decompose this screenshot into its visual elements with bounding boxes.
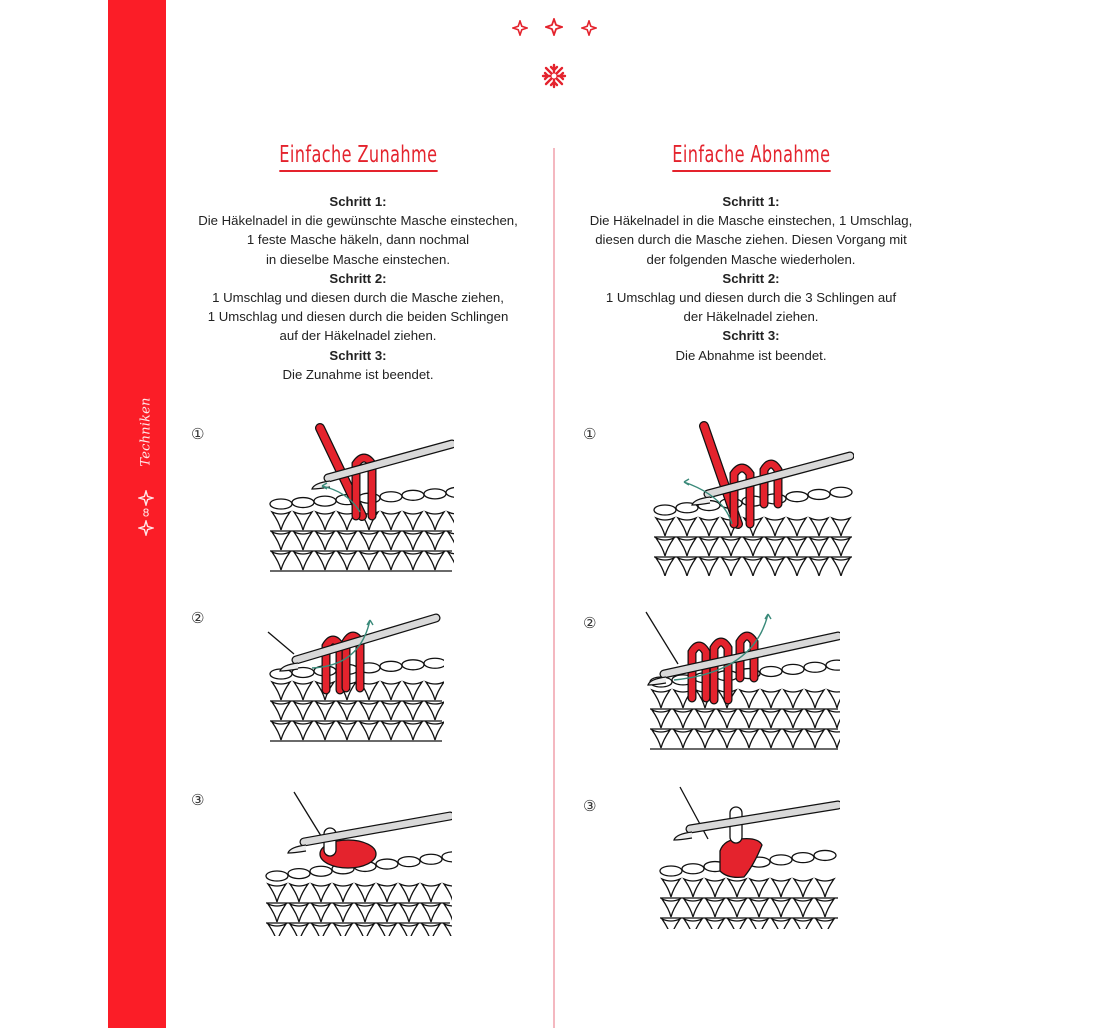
- v-stitch: [312, 924, 330, 936]
- increase-column: [180, 140, 536, 384]
- v-stitch: [338, 722, 356, 740]
- v-stitch: [360, 702, 378, 720]
- chain-stitch: [808, 489, 830, 499]
- v-stitch: [294, 552, 312, 570]
- side-band: [108, 0, 166, 1028]
- v-stitch: [448, 512, 454, 530]
- step-text: Die Abnahme ist beendet.: [675, 347, 827, 363]
- yarn-strand: [268, 632, 294, 654]
- v-stitch: [806, 690, 824, 708]
- figure-number: ②: [583, 614, 597, 632]
- step-text: Die Häkelnadel in die gewünschte Masche einstechen,: [198, 213, 518, 229]
- v-stitch: [422, 904, 440, 922]
- v-stitch: [316, 552, 334, 570]
- v-stitch: [662, 899, 680, 917]
- sparkle-icon: [138, 520, 154, 536]
- v-stitch: [784, 710, 802, 728]
- v-stitch: [426, 682, 444, 700]
- crochet-hook: [296, 618, 436, 660]
- sparkle-icon: [545, 18, 563, 36]
- v-stitch: [762, 690, 780, 708]
- snowflake-icon: [541, 63, 567, 89]
- v-stitch: [706, 919, 724, 929]
- chain-stitch: [770, 855, 792, 865]
- v-stitch: [334, 904, 352, 922]
- step-heading: Schritt 2:: [722, 270, 780, 286]
- step-heading: Schritt 1:: [722, 194, 780, 209]
- v-stitch: [678, 538, 696, 556]
- instructions: [572, 192, 930, 365]
- v-stitch: [272, 512, 290, 530]
- step-text: Die Zunahme ist beendet.: [282, 366, 434, 382]
- crochet-hook: [690, 805, 838, 829]
- step-text: der Häkelnadel ziehen.: [683, 309, 819, 325]
- sparkle-icon: [138, 490, 154, 506]
- v-stitch: [268, 904, 286, 922]
- decrease-step-1-illustration: [652, 420, 854, 576]
- v-stitch: [360, 552, 378, 570]
- v-stitch: [290, 904, 308, 922]
- v-stitch: [762, 730, 780, 748]
- v-stitch: [728, 879, 746, 897]
- increase-step-2-illustration: [266, 608, 444, 742]
- v-stitch: [338, 532, 356, 550]
- v-stitch: [334, 884, 352, 902]
- section-label: Techniken: [138, 397, 154, 467]
- v-stitch: [766, 518, 784, 536]
- step-text: 1 Umschlag und diesen durch die beiden Schlingen: [207, 309, 509, 325]
- step-heading: Schritt 3:: [329, 347, 387, 363]
- v-stitch: [422, 924, 440, 936]
- v-stitch: [722, 558, 740, 576]
- v-stitch: [404, 532, 422, 550]
- v-stitch: [784, 690, 802, 708]
- v-stitch: [718, 710, 736, 728]
- v-stitch: [788, 538, 806, 556]
- v-stitch: [744, 538, 762, 556]
- v-stitch: [382, 512, 400, 530]
- v-stitch: [356, 924, 374, 936]
- chain-stitch: [310, 866, 332, 876]
- figure-number: ①: [583, 425, 597, 443]
- v-stitch: [772, 919, 790, 929]
- v-stitch: [312, 884, 330, 902]
- v-stitch: [268, 924, 286, 936]
- chain-stitch: [660, 866, 682, 876]
- v-stitch: [400, 924, 418, 936]
- step-heading: Schritt 3:: [722, 328, 780, 344]
- v-stitch: [382, 682, 400, 700]
- v-stitch: [378, 924, 396, 936]
- page-number: 8: [142, 506, 150, 520]
- hook-tip: [674, 832, 692, 840]
- hook-tip: [648, 677, 666, 685]
- v-stitch: [750, 919, 768, 929]
- v-stitch: [316, 702, 334, 720]
- red-stitch: [720, 839, 762, 878]
- step-text: der folgenden Masche wiederholen.: [646, 251, 856, 267]
- v-stitch: [750, 879, 768, 897]
- v-stitch: [810, 558, 828, 576]
- v-stitch: [656, 558, 674, 576]
- v-stitch: [360, 722, 378, 740]
- v-stitch: [316, 512, 334, 530]
- v-stitch: [832, 558, 850, 576]
- v-stitch: [290, 884, 308, 902]
- v-stitch: [426, 512, 444, 530]
- decrease-step-3-illustration: [658, 783, 840, 929]
- v-stitch: [828, 710, 840, 728]
- increase-step-3-illustration: [264, 786, 452, 936]
- v-stitch: [766, 558, 784, 576]
- v-stitch: [828, 730, 840, 748]
- section-title: Einfache Abnahme: [672, 140, 830, 172]
- v-stitch: [744, 558, 762, 576]
- v-stitch: [740, 690, 758, 708]
- v-stitch: [378, 884, 396, 902]
- v-stitch: [294, 512, 312, 530]
- v-stitch: [810, 518, 828, 536]
- v-stitch: [652, 690, 670, 708]
- v-stitch: [268, 884, 286, 902]
- v-stitch: [272, 702, 290, 720]
- v-stitch: [794, 879, 812, 897]
- chain-stitch: [402, 490, 424, 500]
- v-stitch: [404, 682, 422, 700]
- v-stitch: [404, 512, 422, 530]
- sparkle-icon: [581, 20, 597, 36]
- v-stitch: [662, 919, 680, 929]
- v-stitch: [700, 558, 718, 576]
- chain-stitch: [270, 499, 292, 509]
- chain-stitch: [442, 852, 452, 862]
- v-stitch: [382, 552, 400, 570]
- v-stitch: [426, 532, 444, 550]
- v-stitch: [290, 924, 308, 936]
- hook-tip: [280, 663, 298, 671]
- v-stitch: [832, 518, 850, 536]
- v-stitch: [294, 722, 312, 740]
- step-heading: Schritt 2:: [329, 270, 387, 286]
- column-divider: [553, 148, 555, 1028]
- v-stitch: [788, 558, 806, 576]
- v-stitch: [794, 919, 812, 929]
- chain-stitch: [830, 487, 852, 497]
- chain-stitch: [760, 666, 782, 676]
- step-text: in dieselbe Masche einstechen.: [265, 251, 450, 267]
- decrease-column: [572, 140, 930, 365]
- v-stitch: [272, 532, 290, 550]
- chain-stitch: [654, 505, 676, 515]
- v-stitch: [378, 904, 396, 922]
- v-stitch: [788, 518, 806, 536]
- figure-number: ③: [583, 797, 597, 815]
- yarn-strand: [646, 612, 678, 664]
- v-stitch: [338, 702, 356, 720]
- chain-stitch: [786, 492, 808, 502]
- v-stitch: [272, 722, 290, 740]
- v-stitch: [700, 518, 718, 536]
- v-stitch: [772, 899, 790, 917]
- v-stitch: [728, 919, 746, 929]
- v-stitch: [816, 879, 834, 897]
- step-text: 1 Umschlag und diesen durch die Masche ziehen,: [212, 290, 504, 306]
- v-stitch: [356, 884, 374, 902]
- hook-tip: [288, 845, 306, 853]
- v-stitch: [832, 538, 850, 556]
- figure-number: ①: [191, 425, 205, 443]
- chain-stitch: [292, 498, 314, 508]
- v-stitch: [444, 884, 452, 902]
- sparkle-icon: [512, 20, 528, 36]
- v-stitch: [750, 899, 768, 917]
- increase-step-1-illustration: [268, 420, 454, 572]
- v-stitch: [444, 904, 452, 922]
- v-stitch: [762, 710, 780, 728]
- v-stitch: [678, 518, 696, 536]
- v-stitch: [772, 879, 790, 897]
- v-stitch: [740, 710, 758, 728]
- crochet-hook: [328, 444, 452, 478]
- v-stitch: [404, 552, 422, 570]
- v-stitch: [656, 538, 674, 556]
- v-stitch: [652, 730, 670, 748]
- chain-stitch: [288, 869, 310, 879]
- v-stitch: [656, 518, 674, 536]
- chain-stitch: [424, 489, 446, 499]
- decrease-step-2-illustration: [644, 606, 840, 752]
- chain-stitch: [380, 661, 402, 671]
- v-stitch: [700, 538, 718, 556]
- v-stitch: [316, 722, 334, 740]
- v-stitch: [806, 710, 824, 728]
- v-stitch: [404, 702, 422, 720]
- v-stitch: [706, 899, 724, 917]
- chain-stitch: [424, 658, 444, 668]
- step-text: auf der Häkelnadel ziehen.: [279, 328, 437, 344]
- v-stitch: [816, 919, 834, 929]
- instructions: [180, 192, 536, 384]
- figure-number: ②: [191, 609, 205, 627]
- v-stitch: [294, 682, 312, 700]
- v-stitch: [426, 702, 444, 720]
- v-stitch: [382, 702, 400, 720]
- v-stitch: [400, 884, 418, 902]
- v-stitch: [272, 552, 290, 570]
- chain-stitch: [398, 857, 420, 867]
- v-stitch: [810, 538, 828, 556]
- chain-stitch: [782, 664, 804, 674]
- red-loop: [734, 468, 750, 524]
- v-stitch: [422, 884, 440, 902]
- v-stitch: [794, 899, 812, 917]
- v-stitch: [272, 682, 290, 700]
- v-stitch: [448, 552, 454, 570]
- chain-stitch: [826, 660, 840, 670]
- chain-stitch: [682, 864, 704, 874]
- v-stitch: [382, 722, 400, 740]
- chain-stitch: [792, 853, 814, 863]
- v-stitch: [684, 879, 702, 897]
- v-stitch: [674, 710, 692, 728]
- v-stitch: [360, 532, 378, 550]
- v-stitch: [696, 710, 714, 728]
- v-stitch: [662, 879, 680, 897]
- v-stitch: [448, 532, 454, 550]
- step-heading: Schritt 1:: [329, 194, 387, 209]
- chain-stitch: [266, 871, 288, 881]
- figure-number: ③: [191, 791, 205, 809]
- v-stitch: [674, 730, 692, 748]
- v-stitch: [444, 924, 452, 936]
- chain-stitch: [380, 492, 402, 502]
- chain-stitch: [804, 662, 826, 672]
- chain-stitch: [402, 660, 424, 670]
- v-stitch: [684, 919, 702, 929]
- step-text: diesen durch die Masche ziehen. Diesen Vorgang mit: [595, 232, 907, 248]
- v-stitch: [400, 904, 418, 922]
- v-stitch: [816, 899, 834, 917]
- chain-stitch: [446, 487, 454, 497]
- v-stitch: [404, 722, 422, 740]
- v-stitch: [828, 690, 840, 708]
- v-stitch: [718, 730, 736, 748]
- chain-stitch: [376, 859, 398, 869]
- v-stitch: [722, 538, 740, 556]
- v-stitch: [678, 558, 696, 576]
- v-stitch: [652, 710, 670, 728]
- step-text: Die Häkelnadel in die Masche einstechen, 1 Umschlag,: [589, 213, 913, 229]
- v-stitch: [684, 899, 702, 917]
- v-stitch: [766, 538, 784, 556]
- v-stitch: [294, 702, 312, 720]
- chain-stitch: [420, 854, 442, 864]
- step-text: 1 Umschlag und diesen durch die 3 Schlingen auf: [605, 290, 897, 306]
- step-text: 1 feste Masche häkeln, dann nochmal: [246, 232, 470, 248]
- v-stitch: [382, 532, 400, 550]
- crochet-fabric: [270, 487, 454, 571]
- chain-stitch: [314, 496, 336, 506]
- v-stitch: [728, 899, 746, 917]
- v-stitch: [334, 924, 352, 936]
- v-stitch: [356, 904, 374, 922]
- v-stitch: [294, 532, 312, 550]
- chain-stitch: [814, 850, 836, 860]
- v-stitch: [338, 552, 356, 570]
- v-stitch: [312, 904, 330, 922]
- v-stitch: [706, 879, 724, 897]
- v-stitch: [426, 552, 444, 570]
- v-stitch: [806, 730, 824, 748]
- v-stitch: [740, 730, 758, 748]
- v-stitch: [316, 532, 334, 550]
- v-stitch: [426, 722, 444, 740]
- hook-tip: [692, 497, 710, 505]
- v-stitch: [784, 730, 802, 748]
- section-title: Einfache Zunahme: [279, 140, 437, 172]
- v-stitch: [696, 730, 714, 748]
